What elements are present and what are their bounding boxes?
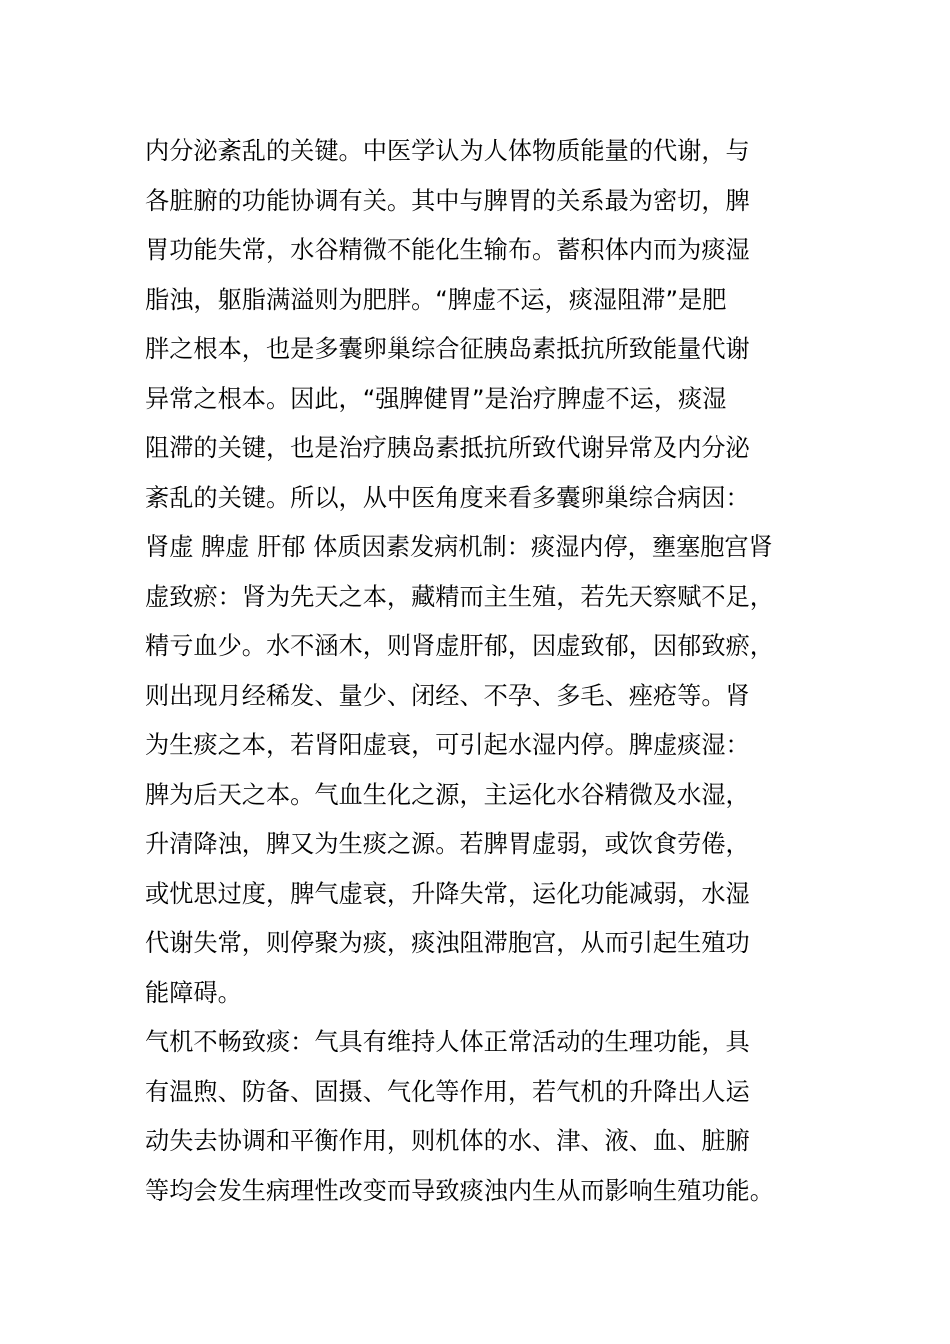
text-line: 阻滞的关键，也是治疗胰岛素抵抗所致代谢异常及内分泌 (145, 434, 750, 462)
body-text (145, 127, 825, 1216)
text-line: 则出现月经稀发、量少、闭经、不孕、多毛、痤疮等。肾 (145, 681, 750, 710)
text-line: 异常之根本。因此，“强脾健胃”是治疗脾虚不运，痰湿 (145, 384, 727, 413)
text-line: 代谢失常，则停聚为痰，痰浊阻滞胞宫，从而引起生殖功 (145, 929, 750, 957)
text-line: 气机不畅致痰：气具有维持人体正常活动的生理功能，具 (145, 1028, 750, 1056)
text-line: 精亏血少。水不涵木，则肾虚肝郁，因虚致郁，因郁致瘀， (145, 632, 774, 660)
text-line: 能障碍。 (145, 978, 242, 1007)
text-line: 或忧思过度，脾气虚衰，升降失常，运化功能减弱，水湿 (145, 879, 750, 908)
text-line: 动失去协调和平衡作用，则机体的水、津、液、血、脏腑 (145, 1127, 750, 1155)
text-line: 胖之根本，也是多囊卵巢综合征胰岛素抵抗所致能量代谢 (145, 335, 750, 363)
text-line: 虚致瘀：肾为先天之本，藏精而主生殖，若先天察赋不足， (145, 582, 774, 611)
text-line: 脂浊，躯脂满溢则为肥胖。“脾虚不运，痰湿阻滞”是肥 (145, 285, 727, 314)
text-line: 内分泌紊乱的关键。中医学认为人体物质能量的代谢，与 (145, 137, 750, 165)
text-line: 紊乱的关键。所以，从中医角度来看多囊卵巢综合病因： (145, 483, 750, 512)
text-line: 为生痰之本，若肾阳虚衰，可引起水湿内停。脾虚痰湿： (145, 731, 750, 759)
text-line: 升清降浊，脾又为生痰之源。若脾胃虚弱，或饮食劳倦， (145, 830, 750, 858)
text-line: 胃功能失常，水谷精微不能化生输布。蓄积体内而为痰湿 (145, 236, 750, 264)
text-line: 有温煦、防备、固摄、气化等作用，若气机的升降出人运 (145, 1077, 750, 1106)
text-line: 脾为后天之本。气血生化之源，主运化水谷精微及水湿， (145, 780, 750, 809)
text-line: 各脏腑的功能协调有关。其中与脾胃的关系最为密切，脾 (145, 186, 750, 215)
text-line: 肾虚 脾虚 肝郁 体质因素发病机制：痰湿内停，壅塞胞宫肾 (145, 533, 773, 561)
text-line: 等均会发生病理性改变而导致痰浊内生从而影响生殖功能。 (145, 1176, 774, 1205)
